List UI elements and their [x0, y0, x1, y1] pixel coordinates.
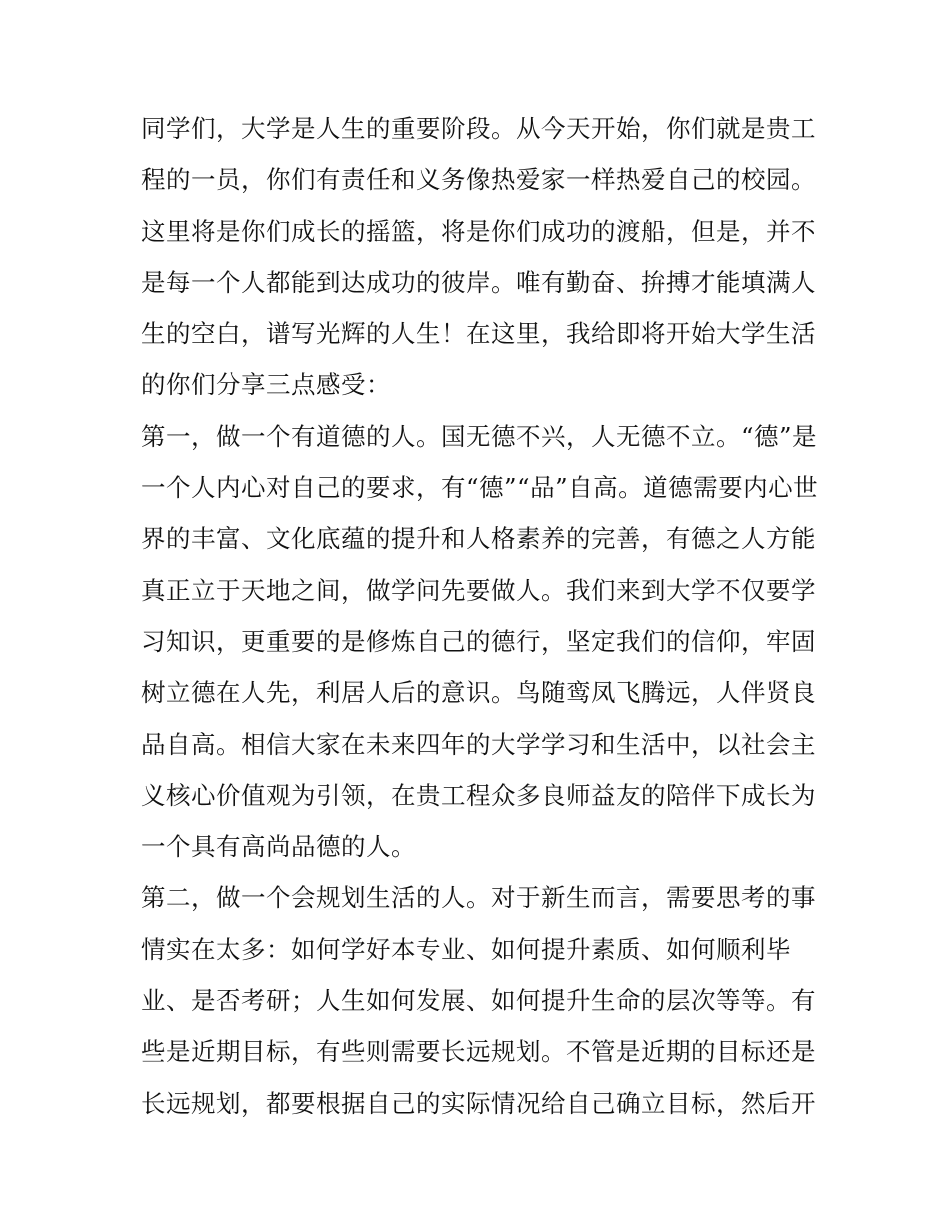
- body-text: [141, 103, 821, 1129]
- text-line: 些是近期目标，有些则需要长远规划。不管是近期的目标还是: [141, 1037, 816, 1067]
- text-line: 第一，做一个有道德的人。国无德不兴，人无德不立。“德”是: [141, 421, 818, 451]
- text-line: 这里将是你们成长的摇篮，将是你们成功的渡船，但是，并不: [141, 216, 816, 246]
- text-line: 界的丰富、文化底蕴的提升和人格素养的完善，有德之人方能: [141, 524, 816, 554]
- text-line: 习知识，更重要的是修炼自己的德行，坚定我们的信仰，牢固: [141, 626, 816, 656]
- text-line: 树立德在人先，利居人后的意识。鸟随鸾凤飞腾远，人伴贤良: [141, 678, 816, 708]
- text-line: 第二，做一个会规划生活的人。对于新生而言，需要思考的事: [141, 883, 816, 913]
- text-line: 长远规划，都要根据自己的实际情况给自己确立目标，然后开: [141, 1088, 816, 1118]
- text-line: 的你们分享三点感受：: [141, 370, 391, 400]
- text-line: 同学们，大学是人生的重要阶段。从今天开始，你们就是贵工: [141, 114, 816, 143]
- text-line: 真正立于天地之间，做学问先要做人。我们来到大学不仅要学: [141, 575, 816, 605]
- text-line: 业、是否考研；人生如何发展、如何提升生命的层次等等。有: [141, 986, 816, 1016]
- text-line: 情实在太多：如何学好本专业、如何提升素质、如何顺利毕: [141, 934, 791, 964]
- text-line: 生的空白，谱写光辉的人生！在这里，我给即将开始大学生活: [141, 319, 816, 349]
- text-line: 品自高。相信大家在未来四年的大学学习和生活中，以社会主: [141, 729, 816, 759]
- text-line: 义核心价值观为引领，在贵工程众多良师益友的陪伴下成长为: [141, 780, 816, 810]
- text-line: 一个具有高尚品德的人。: [141, 832, 416, 862]
- text-line: 程的一员，你们有责任和义务像热爱家一样热爱自己的校园。: [141, 165, 816, 195]
- text-line: 一个人内心对自己的要求，有“德”“品”自高。道德需要内心世: [141, 473, 819, 503]
- text-line: 是每一个人都能到达成功的彼岸。唯有勤奋、拚搏才能填满人: [141, 267, 816, 297]
